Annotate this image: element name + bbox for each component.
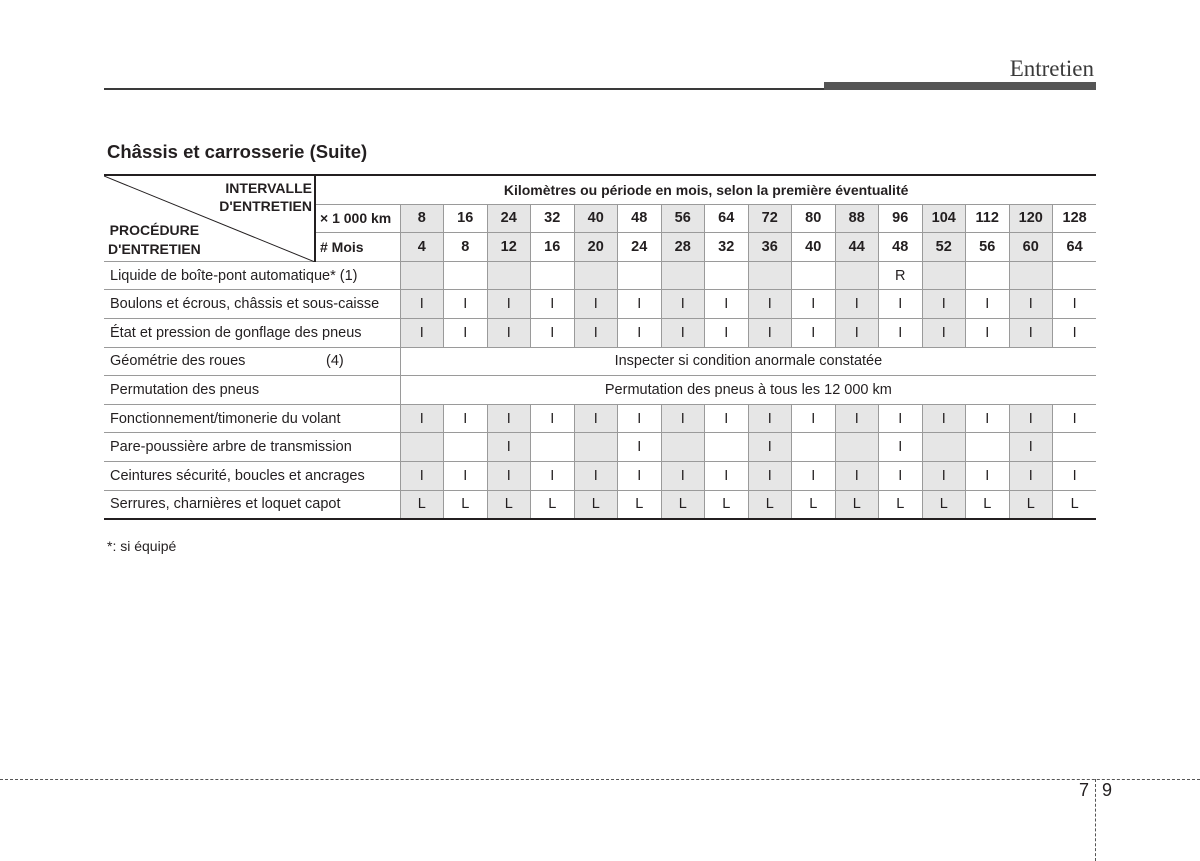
procedure-cell — [104, 318, 400, 347]
km-value: 72 — [748, 204, 792, 233]
procedure-cell — [104, 376, 400, 405]
km-value: 96 — [879, 204, 923, 233]
schedule-cell: L — [487, 490, 531, 519]
km-value: 48 — [618, 204, 662, 233]
schedule-cell: I — [705, 290, 749, 319]
procedure-header-label: PROCÉDURE D'ENTRETIEN — [108, 221, 201, 257]
schedule-cell — [400, 433, 444, 462]
km-value: 24 — [487, 204, 531, 233]
schedule-cell: L — [574, 490, 618, 519]
km-value: 128 — [1053, 204, 1097, 233]
schedule-cell: I — [792, 404, 836, 433]
months-value: 40 — [792, 233, 836, 262]
schedule-cell — [661, 261, 705, 290]
schedule-cell — [444, 433, 488, 462]
schedule-cell — [1053, 433, 1097, 462]
schedule-cell: I — [618, 318, 662, 347]
schedule-cell — [966, 433, 1010, 462]
schedule-cell: I — [748, 290, 792, 319]
schedule-cell: I — [879, 404, 923, 433]
schedule-cell: I — [1053, 461, 1097, 490]
procedure-label: Fonctionnement/timonerie du volant — [110, 410, 341, 427]
schedule-cell — [705, 261, 749, 290]
schedule-cell: I — [1053, 290, 1097, 319]
schedule-cell: I — [487, 318, 531, 347]
procedure-cell — [104, 404, 400, 433]
schedule-cell: I — [444, 461, 488, 490]
km-unit-label: × 1 000 km — [315, 204, 400, 233]
schedule-cell: I — [661, 404, 705, 433]
schedule-cell: I — [879, 461, 923, 490]
procedure-label: Ceintures sécurité, boucles et ancrages — [110, 467, 365, 484]
procedure-label: État et pression de gonflage des pneus — [110, 324, 362, 341]
schedule-cell: I — [487, 290, 531, 319]
schedule-cell: L — [792, 490, 836, 519]
schedule-cell: I — [574, 404, 618, 433]
table-row — [104, 433, 1096, 462]
schedule-cell: L — [879, 490, 923, 519]
km-value: 104 — [922, 204, 966, 233]
table-row — [104, 290, 1096, 319]
schedule-cell: I — [1009, 318, 1053, 347]
procedure-label: Géométrie des roues — [110, 353, 246, 370]
schedule-cell: I — [922, 290, 966, 319]
schedule-cell: I — [531, 461, 575, 490]
table-row — [104, 318, 1096, 347]
schedule-cell: I — [748, 318, 792, 347]
schedule-cell: I — [444, 318, 488, 347]
schedule-cell — [574, 433, 618, 462]
schedule-cell: L — [835, 490, 879, 519]
schedule-cell: I — [792, 318, 836, 347]
schedule-cell — [835, 261, 879, 290]
schedule-cell: L — [922, 490, 966, 519]
schedule-cell: L — [444, 490, 488, 519]
procedure-cell — [104, 433, 400, 462]
schedule-cell — [531, 261, 575, 290]
schedule-cell: I — [487, 433, 531, 462]
schedule-cell: L — [531, 490, 575, 519]
procedure-label: Permutation des pneus — [110, 381, 260, 398]
table-row — [104, 490, 1096, 519]
schedule-cell: I — [487, 461, 531, 490]
km-value: 64 — [705, 204, 749, 233]
procedure-label: Boulons et écrous, châssis et sous-caisse — [110, 296, 380, 313]
schedule-cell: I — [966, 290, 1010, 319]
table-header-row — [104, 175, 1096, 204]
schedule-cell: I — [661, 318, 705, 347]
schedule-cell — [922, 261, 966, 290]
schedule-cell: I — [1009, 461, 1053, 490]
schedule-cell — [748, 261, 792, 290]
schedule-cell: L — [400, 490, 444, 519]
schedule-cell: I — [705, 461, 749, 490]
schedule-cell — [661, 433, 705, 462]
procedure-cell — [104, 490, 400, 519]
table-row — [104, 261, 1096, 290]
schedule-cell — [531, 433, 575, 462]
km-value: 56 — [661, 204, 705, 233]
footer-dashed-rule — [0, 779, 1200, 780]
schedule-cell — [705, 433, 749, 462]
page-number: 9 — [1102, 780, 1113, 800]
months-value: 24 — [618, 233, 662, 262]
schedule-cell: I — [574, 318, 618, 347]
schedule-cell: I — [792, 461, 836, 490]
schedule-cell: I — [531, 290, 575, 319]
schedule-cell: I — [661, 290, 705, 319]
schedule-cell: I — [574, 461, 618, 490]
header-accent-bar — [824, 82, 1096, 90]
procedure-cell — [104, 261, 400, 290]
schedule-cell: L — [1009, 490, 1053, 519]
table-corner-cell — [104, 175, 315, 261]
km-value: 16 — [444, 204, 488, 233]
page-chapter: 7 — [1079, 780, 1090, 800]
schedule-cell: L — [705, 490, 749, 519]
schedule-cell: I — [400, 461, 444, 490]
procedure-label: Serrures, charnières et loquet capot — [110, 496, 341, 513]
months-value: 56 — [966, 233, 1010, 262]
interval-span-header: Kilomètres ou période en mois, selon la première éventualité — [315, 175, 1096, 204]
schedule-cell: I — [966, 404, 1010, 433]
table-row — [104, 347, 1096, 376]
table-row — [104, 461, 1096, 490]
section-title: Châssis et carrosserie (Suite) — [107, 141, 368, 162]
months-value: 32 — [705, 233, 749, 262]
km-value: 80 — [792, 204, 836, 233]
schedule-cell: I — [748, 404, 792, 433]
months-value: 4 — [400, 233, 444, 262]
header-rule — [104, 88, 824, 90]
schedule-cell: L — [1053, 490, 1097, 519]
km-value: 88 — [835, 204, 879, 233]
schedule-cell: I — [705, 404, 749, 433]
schedule-cell: I — [618, 461, 662, 490]
months-value: 16 — [531, 233, 575, 262]
table-row — [104, 376, 1096, 405]
schedule-cell: I — [444, 404, 488, 433]
km-value: 120 — [1009, 204, 1053, 233]
months-value: 12 — [487, 233, 531, 262]
months-value: 64 — [1053, 233, 1097, 262]
schedule-cell — [400, 261, 444, 290]
months-unit-label: # Mois — [315, 233, 400, 262]
schedule-cell: I — [835, 318, 879, 347]
procedure-cell — [104, 290, 400, 319]
schedule-cell — [1009, 261, 1053, 290]
months-value: 52 — [922, 233, 966, 262]
page-header-title: Entretien — [1009, 56, 1094, 81]
schedule-cell: I — [531, 404, 575, 433]
schedule-cell: I — [400, 404, 444, 433]
procedure-note: (4) — [326, 353, 344, 370]
schedule-cell: I — [835, 404, 879, 433]
maintenance-schedule-table — [104, 174, 1096, 520]
schedule-cell: I — [1009, 290, 1053, 319]
months-value: 20 — [574, 233, 618, 262]
months-value: 48 — [879, 233, 923, 262]
footnote: *: si équipé — [107, 538, 177, 554]
schedule-cell: I — [879, 318, 923, 347]
schedule-cell: I — [661, 461, 705, 490]
schedule-cell — [966, 261, 1010, 290]
schedule-cell: I — [922, 461, 966, 490]
schedule-cell — [792, 433, 836, 462]
schedule-cell: I — [879, 290, 923, 319]
procedure-cell — [104, 461, 400, 490]
footer-dashed-divider — [1095, 779, 1096, 861]
schedule-cell: I — [792, 290, 836, 319]
schedule-cell: L — [618, 490, 662, 519]
schedule-cell: I — [922, 404, 966, 433]
km-value: 112 — [966, 204, 1010, 233]
schedule-cell: I — [835, 290, 879, 319]
months-value: 8 — [444, 233, 488, 262]
schedule-cell: R — [879, 261, 923, 290]
schedule-span-cell: Inspecter si condition anormale constatée — [400, 347, 1096, 376]
schedule-cell: I — [574, 290, 618, 319]
procedure-label: Pare-poussière arbre de transmission — [110, 439, 352, 456]
schedule-cell: I — [966, 461, 1010, 490]
procedure-cell — [104, 347, 400, 376]
procedure-label: Liquide de boîte-pont automatique* (1) — [110, 267, 358, 284]
schedule-cell: I — [1053, 318, 1097, 347]
schedule-cell: I — [444, 290, 488, 319]
km-value: 32 — [531, 204, 575, 233]
schedule-cell: I — [748, 461, 792, 490]
schedule-cell: I — [966, 318, 1010, 347]
schedule-cell: I — [1009, 433, 1053, 462]
schedule-cell: I — [922, 318, 966, 347]
schedule-cell: I — [705, 318, 749, 347]
schedule-cell: I — [487, 404, 531, 433]
schedule-cell: I — [618, 404, 662, 433]
km-value: 40 — [574, 204, 618, 233]
schedule-cell: I — [400, 290, 444, 319]
schedule-cell: I — [400, 318, 444, 347]
schedule-cell — [835, 433, 879, 462]
schedule-cell: L — [748, 490, 792, 519]
schedule-cell: I — [879, 433, 923, 462]
months-value: 28 — [661, 233, 705, 262]
schedule-cell — [792, 261, 836, 290]
schedule-cell — [487, 261, 531, 290]
schedule-span-cell: Permutation des pneus à tous les 12 000 km — [400, 376, 1096, 405]
schedule-cell: I — [748, 433, 792, 462]
schedule-cell — [444, 261, 488, 290]
schedule-cell: I — [531, 318, 575, 347]
schedule-cell — [922, 433, 966, 462]
schedule-cell: I — [618, 290, 662, 319]
schedule-cell: I — [835, 461, 879, 490]
interval-header-label: INTERVALLE D'ENTRETIEN — [219, 180, 312, 214]
schedule-cell: L — [661, 490, 705, 519]
schedule-cell: L — [966, 490, 1010, 519]
months-value: 44 — [835, 233, 879, 262]
schedule-cell: I — [1053, 404, 1097, 433]
schedule-cell — [618, 261, 662, 290]
schedule-cell: I — [1009, 404, 1053, 433]
schedule-cell — [1053, 261, 1097, 290]
months-value: 36 — [748, 233, 792, 262]
schedule-cell — [574, 261, 618, 290]
km-value: 8 — [400, 204, 444, 233]
schedule-cell: I — [618, 433, 662, 462]
months-value: 60 — [1009, 233, 1053, 262]
table-row — [104, 404, 1096, 433]
